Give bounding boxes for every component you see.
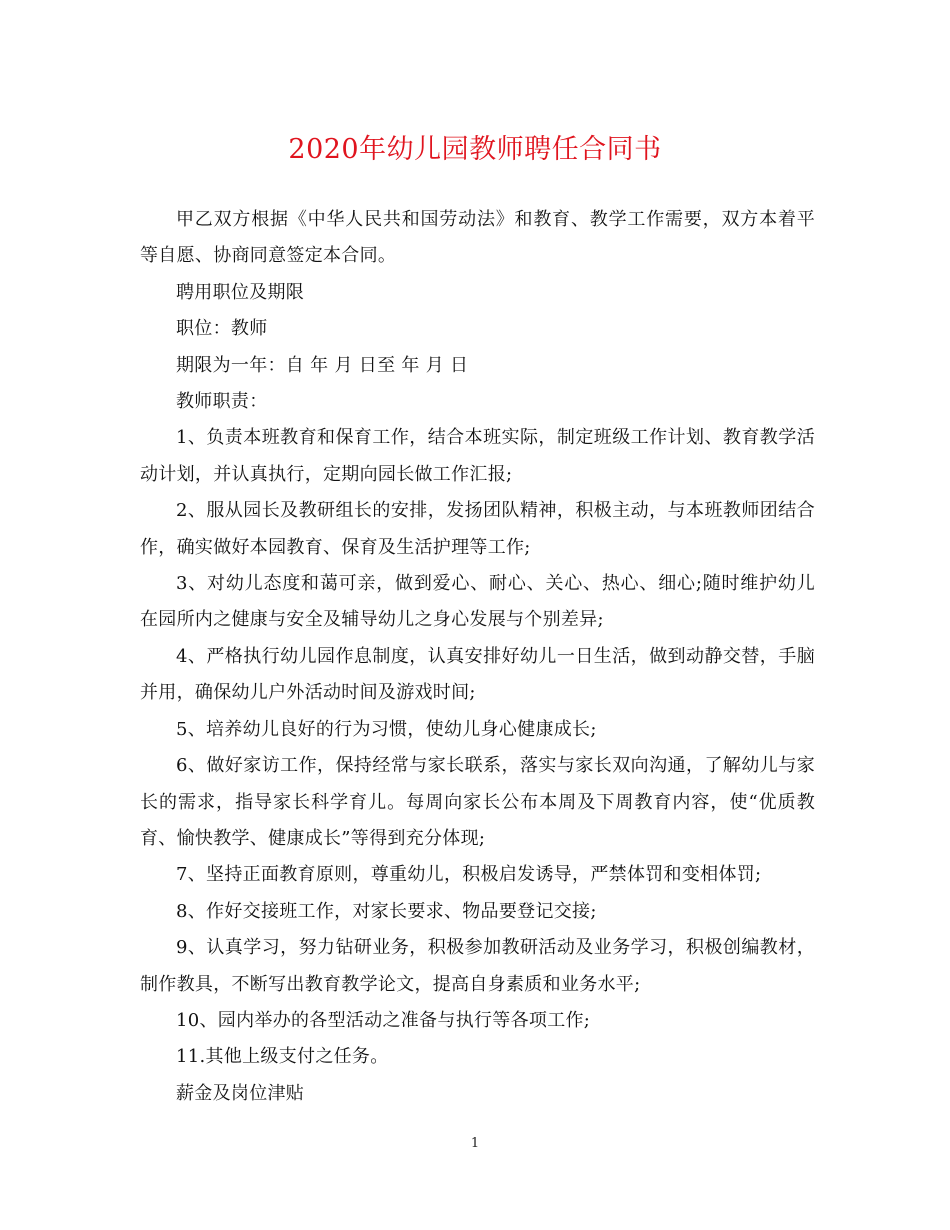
duty-item-9: 9、认真学习，努力钻研业务，积极参加教研活动及业务学习，积极创编教材，制作教具，不断写出教育教学论文，提高自身素质和业务水平;	[140, 937, 815, 995]
duty-item-2: 2、服从园长及教研组长的安排，发扬团队精神，积极主动，与本班教师团结合作，确实做好本园教育、保育及生活护理等工作;	[140, 500, 815, 558]
section-heading-position: 聘用职位及期限	[176, 281, 305, 303]
paragraph-term: 期限为一年：自 年 月 日至 年 月 日	[176, 354, 469, 376]
paragraph-intro: 甲乙双方根据《中华人民共和国劳动法》和教育、教学工作需要，双方本着平等自愿、协商同意签定本合同。	[140, 209, 815, 267]
duty-item-5: 5、培养幼儿良好的行为习惯，使幼儿身心健康成长;	[176, 718, 597, 740]
section-heading-salary: 薪金及岗位津贴	[176, 1082, 305, 1104]
section-heading-duties: 教师职责：	[176, 391, 268, 413]
duty-item-3: 3、对幼儿态度和蔼可亲，做到爱心、耐心、关心、热心、细心;随时维护幼儿在园所内之健康与安全及辅导幼儿之身心发展与个别差异;	[140, 573, 815, 631]
duty-item-7: 7、坚持正面教育原则，尊重幼儿，积极启发诱导，严禁体罚和变相体罚;	[176, 864, 762, 886]
document-body	[140, 202, 815, 1112]
page-number: 1	[470, 1136, 480, 1151]
duty-item-4: 4、严格执行幼儿园作息制度，认真安排好幼儿一日生活，做到动静交替，手脑并用，确保幼儿户外活动时间及游戏时间;	[140, 645, 815, 704]
duty-item-1: 1、负责本班教育和保育工作，结合本班实际，制定班级工作计划、教育教学活动计划，并认真执行，定期向园长做工作汇报;	[140, 427, 815, 485]
duty-item-8: 8、作好交接班工作，对家长要求、物品要登记交接;	[176, 900, 597, 922]
duty-item-11: 11.其他上级支付之任务。	[176, 1046, 389, 1068]
duty-item-10: 10、园内举办的各型活动之准备与执行等各项工作;	[176, 1009, 591, 1031]
document-title: 2020年幼儿园教师聘任合同书	[288, 134, 662, 165]
duty-item-6: 6、做好家访工作，保持经常与家长联系，落实与家长双向沟通，了解幼儿与家长的需求，指导家长科学育儿。每周向家长公布本周及下周教育内容，使“优质教育、愉快教学、健康成长”等得到充分体现;	[140, 755, 815, 849]
paragraph-position: 职位：教师	[176, 318, 268, 340]
